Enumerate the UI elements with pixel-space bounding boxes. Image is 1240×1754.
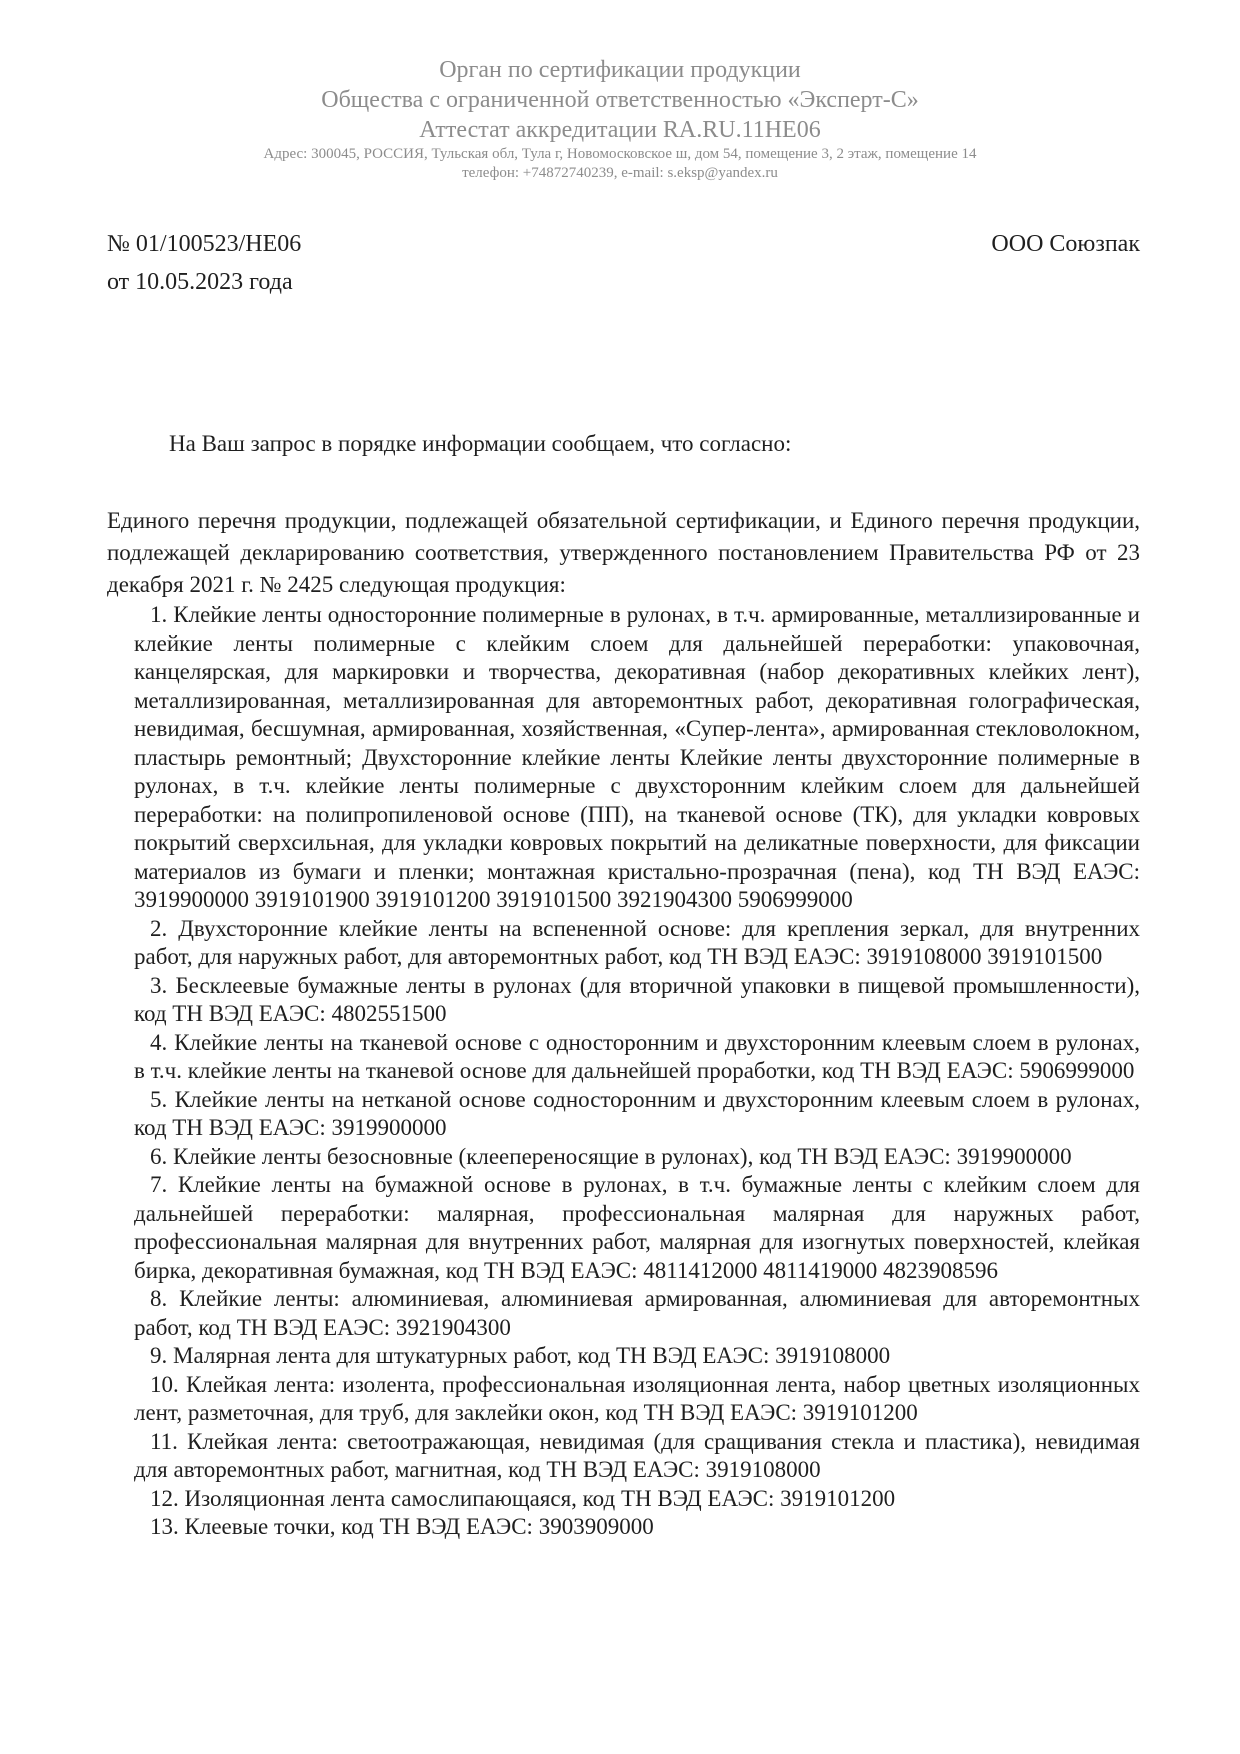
letterhead-org-line2: Общества с ограниченной ответственностью «Эксперт-С» xyxy=(321,87,919,113)
list-item-10: 10. Клейкая лента: изолента, профессиональная изоляционная лента, набор цветных изоляционных лент, разметочная, для труб, для заклейки окон, код ТН ВЭД ЕАЭС: 3919101200 xyxy=(134,1371,1140,1425)
list-item-6: 6. Клейкие ленты безосновные (клеепереносящие в рулонах), код ТН ВЭД ЕАЭС: 3919900000 xyxy=(150,1143,1072,1169)
list-item-1: 1. Клейкие ленты односторонние полимерные в рулонах, в т.ч. армированные, металлизированные и клейкие ленты полимерные с клейким слоем для дальнейшей переработки: упаковочная, канцелярская, для маркировки и творчества, декоративная (набор декоративных клейких лент), металлизированная, металлизированная для авторемонтных работ, декоративная голографическая, невидимая, бесшумная, армированная, хозяйственная, «Супер-лента», армированная стекловолокном, пластырь ремонтный; Двухсторонние клейкие ленты Клейкие ленты двухсторонние полимерные в рулонах, в т.ч. клейкие ленты полимерные с двухсторонним клейким слоем для дальнейшей переработки: на полипропиленовой основе (ПП), на тканевой основе (ТК), для укладки ковровых покрытий сверхсильная, для укладки ковровых покрытий на деликатные поверхности, для фиксации материалов из бумаги и пленки; монтажная кристально-прозрачная (пена), код ТН ВЭД ЕАЭС: 3919900000 3919101900 3919101200 3919101500 3921904300 5906999000 xyxy=(134,602,1140,912)
list-item-13: 13. Клеевые точки, код ТН ВЭД ЕАЭС: 3903909000 xyxy=(150,1514,654,1539)
list-item-2: 2. Двухсторонние клейкие ленты на вспененной основе: для крепления зеркал, для внутренних работ, для наружных работ, для авторемонтных работ, код ТН ВЭД ЕАЭС: 3919108000 3919101500 xyxy=(134,915,1140,969)
list-item-7: 7. Клейкие ленты на бумажной основе в рулонах, в т.ч. бумажные ленты с клейким слоем для дальнейшей переработки: малярная, профессиональная малярная для наружных работ, профессиональная малярная для внутренних работ, малярная для изогнутых поверхностей, клейкая бирка, декоративная бумажная, код ТН ВЭД ЕАЭС: 4811412000 4811419000 4823908596 xyxy=(134,1172,1140,1283)
intro-paragraph: На Ваш запрос в порядке информации сообщаем, что согласно: xyxy=(169,431,792,456)
letterhead-address: Адрес: 300045, РОССИЯ, Тульская обл, Тула г, Новомосковское ш, дом 54, помещение 3, 2 этаж, помещение 14 xyxy=(263,146,977,162)
letterhead-org-line1: Орган по сертификации продукции xyxy=(439,57,801,83)
list-item-4: 4. Клейкие ленты на тканевой основе с односторонним и двухсторонним клеевым слоем в рулонах, в т.ч. клейкие ленты на тканевой основе для дальнейшей проработки, код ТН ВЭД ЕАЭС: 5906999000 xyxy=(134,1029,1140,1083)
letter-date: от 10.05.2023 года xyxy=(107,269,293,295)
letterhead-accreditation: Аттестат аккредитации RA.RU.11НЕ06 xyxy=(419,117,821,143)
list-item-5: 5. Клейкие ленты на нетканой основе содносторонним и двухсторонним клеевым слоем в рулонах, код ТН ВЭД ЕАЭС: 3919900000 xyxy=(134,1086,1140,1140)
lead-paragraph: Единого перечня продукции, подлежащей обязательной сертификации, и Единого перечня продукции, подлежащей декларированию соответствия, утвержденного постановлением Правительства РФ от 23 декабря 2021 г. № 2425 следующая продукция: xyxy=(107,508,1140,597)
list-item-8: 8. Клейкие ленты: алюминиевая, алюминиевая армированная, алюминиевая для авторемонтных работ, код ТН ВЭД ЕАЭС: 3921904300 xyxy=(134,1286,1140,1340)
reference-left xyxy=(107,225,301,301)
reference-row xyxy=(107,225,1140,301)
list-item-9: 9. Малярная лента для штукатурных работ, код ТН ВЭД ЕАЭС: 3919108000 xyxy=(150,1343,891,1368)
list-item-12: 12. Изоляционная лента самослипающаяся, код ТН ВЭД ЕАЭС: 3919101200 xyxy=(150,1485,896,1511)
product-list xyxy=(134,601,1140,1542)
letterhead-contacts: телефон: +74872740239, e-mail: s.eksp@yandex.ru xyxy=(462,165,778,181)
letter-recipient: ООО Союзпак xyxy=(991,231,1140,257)
letterhead xyxy=(0,0,1240,183)
list-item-11: 11. Клейкая лента: светоотражающая, невидимая (для сращивания стекла и пластика), невидимая для авторемонтных работ, магнитная, код ТН ВЭД ЕАЭС: 3919108000 xyxy=(134,1428,1140,1482)
list-item-3: 3. Бесклеевые бумажные ленты в рулонах (для вторичной упаковки в пищевой промышленности), код ТН ВЭД ЕАЭС: 4802551500 xyxy=(134,972,1140,1026)
letter-number: № 01/100523/НЕ06 xyxy=(107,231,302,257)
